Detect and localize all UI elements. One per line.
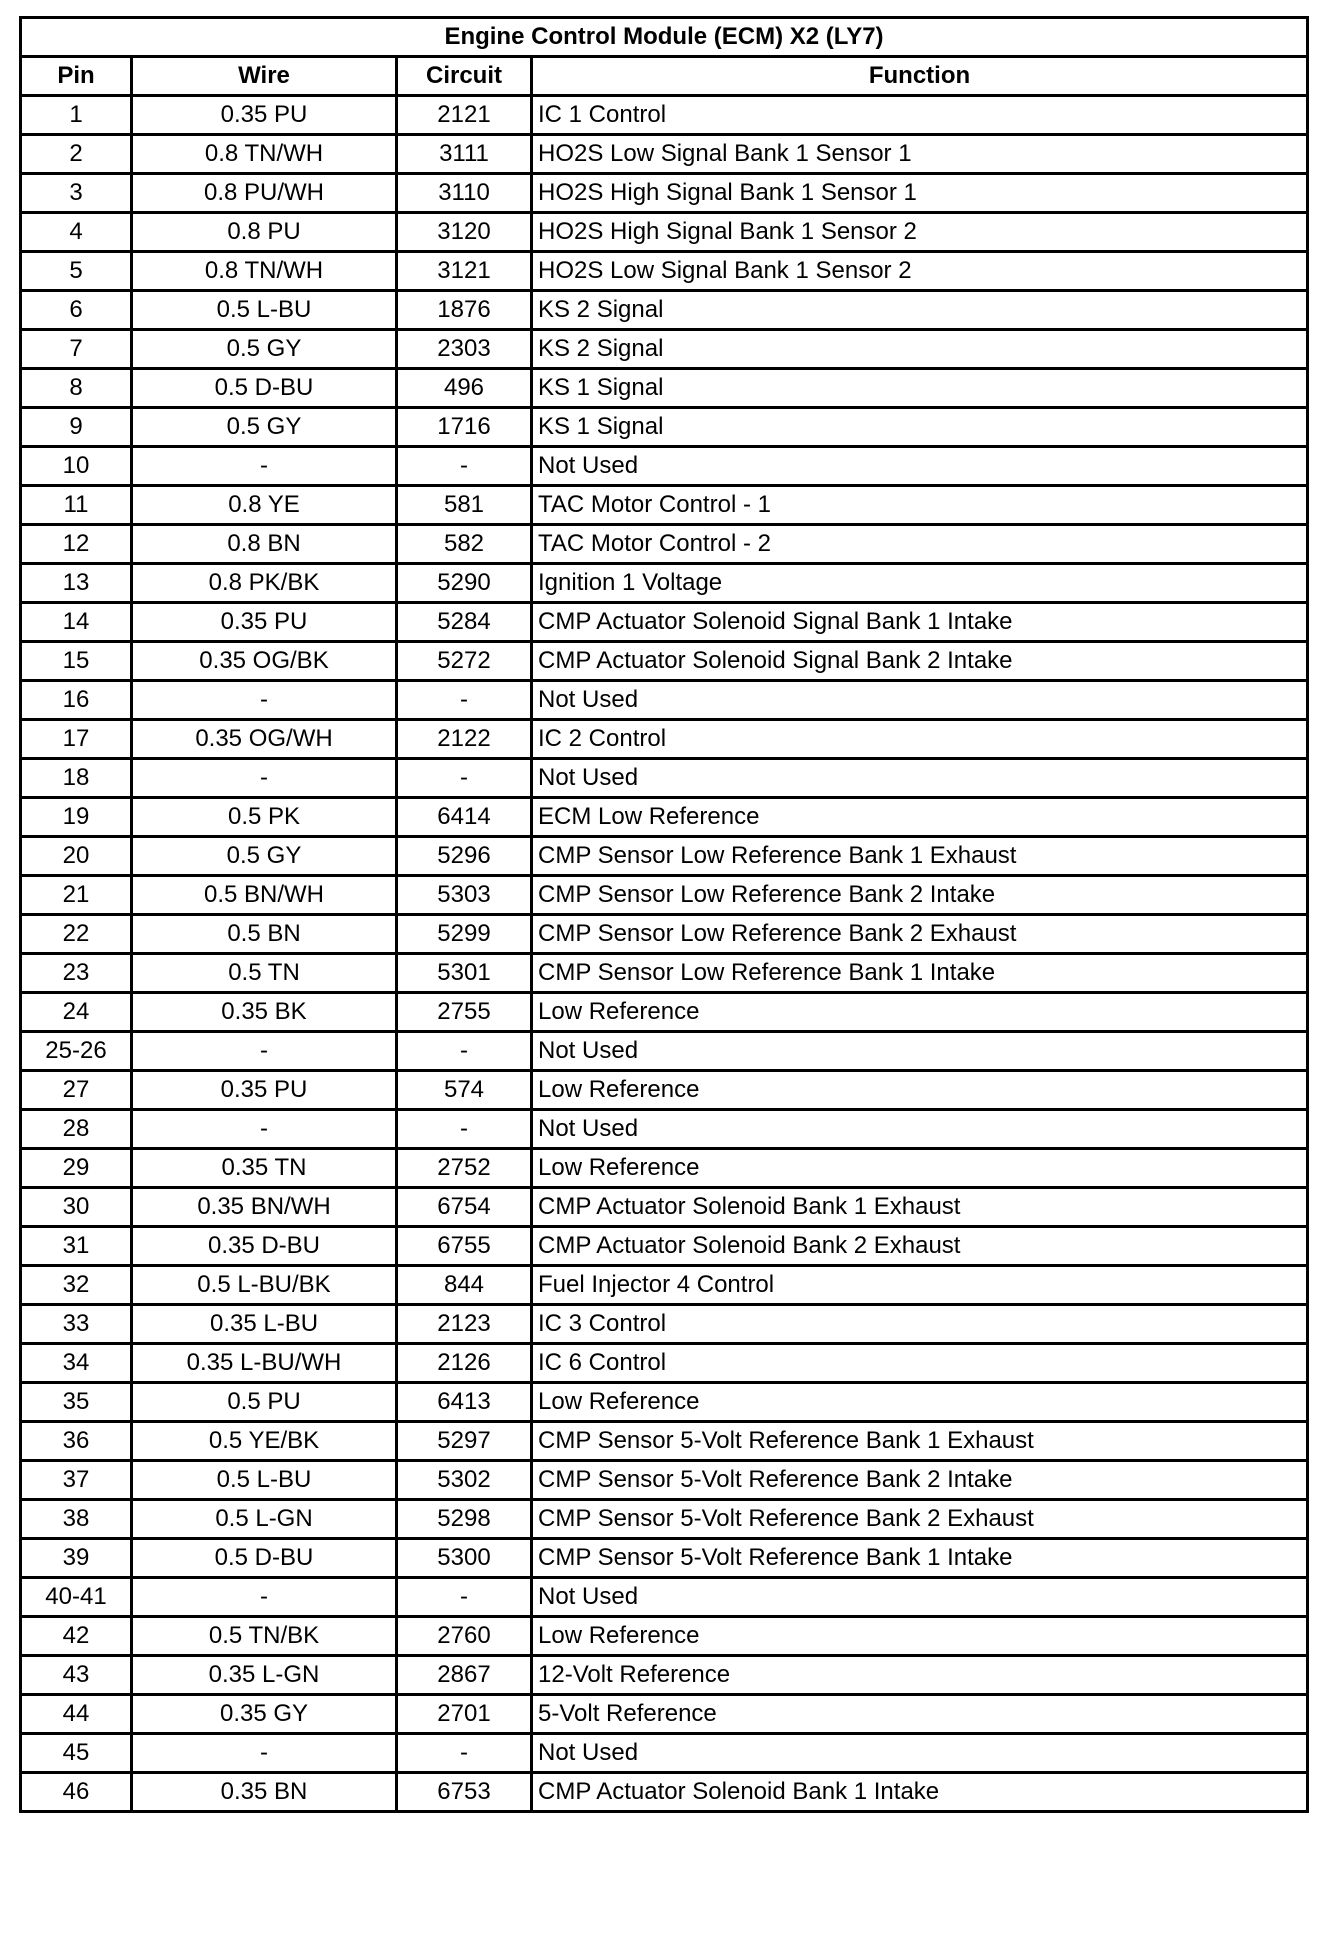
circuit-cell: 3120 <box>397 213 532 252</box>
pin-cell: 2 <box>21 135 132 174</box>
function-cell: CMP Sensor 5-Volt Reference Bank 2 Intake <box>532 1461 1308 1500</box>
table-row <box>21 252 1308 291</box>
pin-cell: 32 <box>21 1266 132 1305</box>
function-cell: Not Used <box>532 447 1308 486</box>
circuit-cell: 5303 <box>397 876 532 915</box>
pin-cell: 25-26 <box>21 1032 132 1071</box>
wire-cell: 0.35 OG/BK <box>132 642 397 681</box>
table-row <box>21 291 1308 330</box>
circuit-cell: - <box>397 759 532 798</box>
wire-cell: - <box>132 1110 397 1149</box>
function-cell: Ignition 1 Voltage <box>532 564 1308 603</box>
wire-cell: 0.5 PU <box>132 1383 397 1422</box>
wire-cell: 0.5 L-GN <box>132 1500 397 1539</box>
table-row <box>21 759 1308 798</box>
circuit-cell: - <box>397 1578 532 1617</box>
pin-cell: 31 <box>21 1227 132 1266</box>
pin-cell: 30 <box>21 1188 132 1227</box>
wire-cell: 0.35 TN <box>132 1149 397 1188</box>
wire-cell: 0.35 L-BU <box>132 1305 397 1344</box>
circuit-cell: 2752 <box>397 1149 532 1188</box>
pin-cell: 40-41 <box>21 1578 132 1617</box>
circuit-cell: 2303 <box>397 330 532 369</box>
function-cell: Not Used <box>532 1578 1308 1617</box>
circuit-cell: 1716 <box>397 408 532 447</box>
wire-cell: 0.8 PK/BK <box>132 564 397 603</box>
function-cell: 12-Volt Reference <box>532 1656 1308 1695</box>
function-cell: Low Reference <box>532 1383 1308 1422</box>
function-cell: CMP Sensor Low Reference Bank 2 Intake <box>532 876 1308 915</box>
header-wire: Wire <box>132 57 397 96</box>
circuit-cell: 1876 <box>397 291 532 330</box>
table-row <box>21 486 1308 525</box>
table-title: Engine Control Module (ECM) X2 (LY7) <box>21 18 1308 57</box>
wire-cell: 0.5 GY <box>132 330 397 369</box>
circuit-cell: 2126 <box>397 1344 532 1383</box>
pin-cell: 43 <box>21 1656 132 1695</box>
wire-cell: 0.8 YE <box>132 486 397 525</box>
circuit-cell: - <box>397 1734 532 1773</box>
table-row <box>21 408 1308 447</box>
function-cell: Fuel Injector 4 Control <box>532 1266 1308 1305</box>
wire-cell: 0.5 L-BU <box>132 291 397 330</box>
wire-cell: 0.35 PU <box>132 603 397 642</box>
circuit-cell: 5284 <box>397 603 532 642</box>
circuit-cell: 5298 <box>397 1500 532 1539</box>
function-cell: IC 3 Control <box>532 1305 1308 1344</box>
table-row <box>21 1149 1308 1188</box>
table-row <box>21 1422 1308 1461</box>
wire-cell: 0.5 L-BU <box>132 1461 397 1500</box>
table-row <box>21 135 1308 174</box>
pin-cell: 36 <box>21 1422 132 1461</box>
wire-cell: 0.5 BN/WH <box>132 876 397 915</box>
pin-cell: 42 <box>21 1617 132 1656</box>
function-cell: HO2S Low Signal Bank 1 Sensor 2 <box>532 252 1308 291</box>
circuit-cell: 5302 <box>397 1461 532 1500</box>
table-row <box>21 993 1308 1032</box>
function-cell: TAC Motor Control - 2 <box>532 525 1308 564</box>
header-function: Function <box>532 57 1308 96</box>
circuit-cell: 6755 <box>397 1227 532 1266</box>
pin-cell: 18 <box>21 759 132 798</box>
table-row <box>21 1071 1308 1110</box>
function-cell: CMP Actuator Solenoid Signal Bank 2 Intake <box>532 642 1308 681</box>
table-row <box>21 1344 1308 1383</box>
wire-cell: 0.5 GY <box>132 408 397 447</box>
function-cell: CMP Sensor Low Reference Bank 2 Exhaust <box>532 915 1308 954</box>
function-cell: Low Reference <box>532 1617 1308 1656</box>
pin-cell: 33 <box>21 1305 132 1344</box>
table-title-row <box>21 18 1308 57</box>
wire-cell: - <box>132 447 397 486</box>
wire-cell: 0.8 TN/WH <box>132 252 397 291</box>
wire-cell: 0.5 TN <box>132 954 397 993</box>
circuit-cell: 574 <box>397 1071 532 1110</box>
function-cell: CMP Actuator Solenoid Bank 1 Exhaust <box>532 1188 1308 1227</box>
pin-cell: 29 <box>21 1149 132 1188</box>
function-cell: CMP Sensor Low Reference Bank 1 Intake <box>532 954 1308 993</box>
function-cell: Not Used <box>532 681 1308 720</box>
table-row <box>21 1539 1308 1578</box>
pin-cell: 5 <box>21 252 132 291</box>
circuit-cell: 2760 <box>397 1617 532 1656</box>
table-row <box>21 1227 1308 1266</box>
header-circuit: Circuit <box>397 57 532 96</box>
circuit-cell: 5290 <box>397 564 532 603</box>
pin-cell: 14 <box>21 603 132 642</box>
wire-cell: 0.5 D-BU <box>132 1539 397 1578</box>
table-header-row <box>21 57 1308 96</box>
circuit-cell: 3110 <box>397 174 532 213</box>
pin-cell: 8 <box>21 369 132 408</box>
pin-cell: 4 <box>21 213 132 252</box>
circuit-cell: 3121 <box>397 252 532 291</box>
wire-cell: 0.5 D-BU <box>132 369 397 408</box>
wire-cell: 0.35 L-GN <box>132 1656 397 1695</box>
circuit-cell: 581 <box>397 486 532 525</box>
table-row <box>21 1188 1308 1227</box>
table-row <box>21 603 1308 642</box>
function-cell: KS 1 Signal <box>532 369 1308 408</box>
wire-cell: - <box>132 1578 397 1617</box>
table-row <box>21 330 1308 369</box>
wire-cell: 0.8 TN/WH <box>132 135 397 174</box>
circuit-cell: 6414 <box>397 798 532 837</box>
pin-cell: 34 <box>21 1344 132 1383</box>
table-row <box>21 720 1308 759</box>
table-row <box>21 1110 1308 1149</box>
wire-cell: 0.35 BN/WH <box>132 1188 397 1227</box>
table-row <box>21 1500 1308 1539</box>
pin-cell: 17 <box>21 720 132 759</box>
pin-cell: 3 <box>21 174 132 213</box>
function-cell: Not Used <box>532 1110 1308 1149</box>
table-row <box>21 1578 1308 1617</box>
function-cell: CMP Sensor Low Reference Bank 1 Exhaust <box>532 837 1308 876</box>
table-row <box>21 1695 1308 1734</box>
function-cell: Low Reference <box>532 1149 1308 1188</box>
pin-cell: 27 <box>21 1071 132 1110</box>
wire-cell: - <box>132 681 397 720</box>
table-row <box>21 174 1308 213</box>
table-row <box>21 915 1308 954</box>
pin-cell: 37 <box>21 1461 132 1500</box>
function-cell: Not Used <box>532 1734 1308 1773</box>
circuit-cell: 2755 <box>397 993 532 1032</box>
table-row <box>21 525 1308 564</box>
function-cell: KS 2 Signal <box>532 291 1308 330</box>
function-cell: Low Reference <box>532 993 1308 1032</box>
function-cell: Low Reference <box>532 1071 1308 1110</box>
table-row <box>21 1032 1308 1071</box>
pin-cell: 22 <box>21 915 132 954</box>
pin-cell: 35 <box>21 1383 132 1422</box>
wire-cell: 0.8 BN <box>132 525 397 564</box>
circuit-cell: 2701 <box>397 1695 532 1734</box>
function-cell: CMP Sensor 5-Volt Reference Bank 1 Intake <box>532 1539 1308 1578</box>
table-row <box>21 1305 1308 1344</box>
wire-cell: - <box>132 759 397 798</box>
table-row <box>21 798 1308 837</box>
table-row <box>21 1266 1308 1305</box>
table-row <box>21 1773 1308 1812</box>
circuit-cell: 5272 <box>397 642 532 681</box>
function-cell: TAC Motor Control - 1 <box>532 486 1308 525</box>
function-cell: KS 2 Signal <box>532 330 1308 369</box>
wire-cell: 0.35 D-BU <box>132 1227 397 1266</box>
pin-cell: 12 <box>21 525 132 564</box>
circuit-cell: 2867 <box>397 1656 532 1695</box>
table-row <box>21 213 1308 252</box>
pin-cell: 20 <box>21 837 132 876</box>
wire-cell: 0.8 PU <box>132 213 397 252</box>
pin-cell: 15 <box>21 642 132 681</box>
table-row <box>21 681 1308 720</box>
table-row <box>21 954 1308 993</box>
function-cell: Not Used <box>532 759 1308 798</box>
table-row <box>21 876 1308 915</box>
circuit-cell: 5296 <box>397 837 532 876</box>
function-cell: IC 6 Control <box>532 1344 1308 1383</box>
circuit-cell: 844 <box>397 1266 532 1305</box>
pin-cell: 46 <box>21 1773 132 1812</box>
table-body <box>21 96 1308 1812</box>
table-row <box>21 837 1308 876</box>
wire-cell: 0.5 GY <box>132 837 397 876</box>
pin-cell: 7 <box>21 330 132 369</box>
wire-cell: 0.5 YE/BK <box>132 1422 397 1461</box>
pin-cell: 38 <box>21 1500 132 1539</box>
table-row <box>21 447 1308 486</box>
pin-cell: 44 <box>21 1695 132 1734</box>
function-cell: HO2S High Signal Bank 1 Sensor 2 <box>532 213 1308 252</box>
table-row <box>21 1617 1308 1656</box>
circuit-cell: 5301 <box>397 954 532 993</box>
pin-cell: 11 <box>21 486 132 525</box>
circuit-cell: - <box>397 1032 532 1071</box>
function-cell: IC 1 Control <box>532 96 1308 135</box>
pin-cell: 21 <box>21 876 132 915</box>
wire-cell: 0.35 PU <box>132 96 397 135</box>
function-cell: CMP Actuator Solenoid Bank 1 Intake <box>532 1773 1308 1812</box>
pin-cell: 1 <box>21 96 132 135</box>
function-cell: CMP Sensor 5-Volt Reference Bank 2 Exhaust <box>532 1500 1308 1539</box>
function-cell: KS 1 Signal <box>532 408 1308 447</box>
circuit-cell: 582 <box>397 525 532 564</box>
circuit-cell: 3111 <box>397 135 532 174</box>
circuit-cell: - <box>397 447 532 486</box>
circuit-cell: 2122 <box>397 720 532 759</box>
table-row <box>21 1461 1308 1500</box>
pin-cell: 10 <box>21 447 132 486</box>
pin-cell: 9 <box>21 408 132 447</box>
wire-cell: - <box>132 1032 397 1071</box>
function-cell: ECM Low Reference <box>532 798 1308 837</box>
wire-cell: 0.5 TN/BK <box>132 1617 397 1656</box>
wire-cell: 0.5 PK <box>132 798 397 837</box>
pin-cell: 24 <box>21 993 132 1032</box>
table-row <box>21 642 1308 681</box>
circuit-cell: 496 <box>397 369 532 408</box>
table-row <box>21 96 1308 135</box>
pin-cell: 45 <box>21 1734 132 1773</box>
circuit-cell: 5300 <box>397 1539 532 1578</box>
function-cell: HO2S Low Signal Bank 1 Sensor 1 <box>532 135 1308 174</box>
pin-cell: 6 <box>21 291 132 330</box>
function-cell: 5-Volt Reference <box>532 1695 1308 1734</box>
function-cell: CMP Sensor 5-Volt Reference Bank 1 Exhaust <box>532 1422 1308 1461</box>
circuit-cell: 6753 <box>397 1773 532 1812</box>
circuit-cell: 5299 <box>397 915 532 954</box>
circuit-cell: 2121 <box>397 96 532 135</box>
connector-pinout-table <box>19 16 1309 1813</box>
header-pin: Pin <box>21 57 132 96</box>
wire-cell: 0.8 PU/WH <box>132 174 397 213</box>
pin-cell: 23 <box>21 954 132 993</box>
wire-cell: 0.35 PU <box>132 1071 397 1110</box>
wire-cell: 0.35 BN <box>132 1773 397 1812</box>
function-cell: HO2S High Signal Bank 1 Sensor 1 <box>532 174 1308 213</box>
function-cell: Not Used <box>532 1032 1308 1071</box>
wire-cell: 0.5 L-BU/BK <box>132 1266 397 1305</box>
wire-cell: 0.35 OG/WH <box>132 720 397 759</box>
pin-cell: 13 <box>21 564 132 603</box>
pin-cell: 19 <box>21 798 132 837</box>
function-cell: CMP Actuator Solenoid Bank 2 Exhaust <box>532 1227 1308 1266</box>
table-row <box>21 564 1308 603</box>
circuit-cell: 6754 <box>397 1188 532 1227</box>
pin-cell: 16 <box>21 681 132 720</box>
wire-cell: 0.35 L-BU/WH <box>132 1344 397 1383</box>
table-row <box>21 1734 1308 1773</box>
pin-cell: 28 <box>21 1110 132 1149</box>
wire-cell: 0.5 BN <box>132 915 397 954</box>
wire-cell: 0.35 GY <box>132 1695 397 1734</box>
circuit-cell: 5297 <box>397 1422 532 1461</box>
circuit-cell: 6413 <box>397 1383 532 1422</box>
circuit-cell: 2123 <box>397 1305 532 1344</box>
pin-cell: 39 <box>21 1539 132 1578</box>
circuit-cell: - <box>397 681 532 720</box>
table-row <box>21 369 1308 408</box>
table-row <box>21 1383 1308 1422</box>
wire-cell: - <box>132 1734 397 1773</box>
circuit-cell: - <box>397 1110 532 1149</box>
wire-cell: 0.35 BK <box>132 993 397 1032</box>
function-cell: CMP Actuator Solenoid Signal Bank 1 Intake <box>532 603 1308 642</box>
table-row <box>21 1656 1308 1695</box>
function-cell: IC 2 Control <box>532 720 1308 759</box>
